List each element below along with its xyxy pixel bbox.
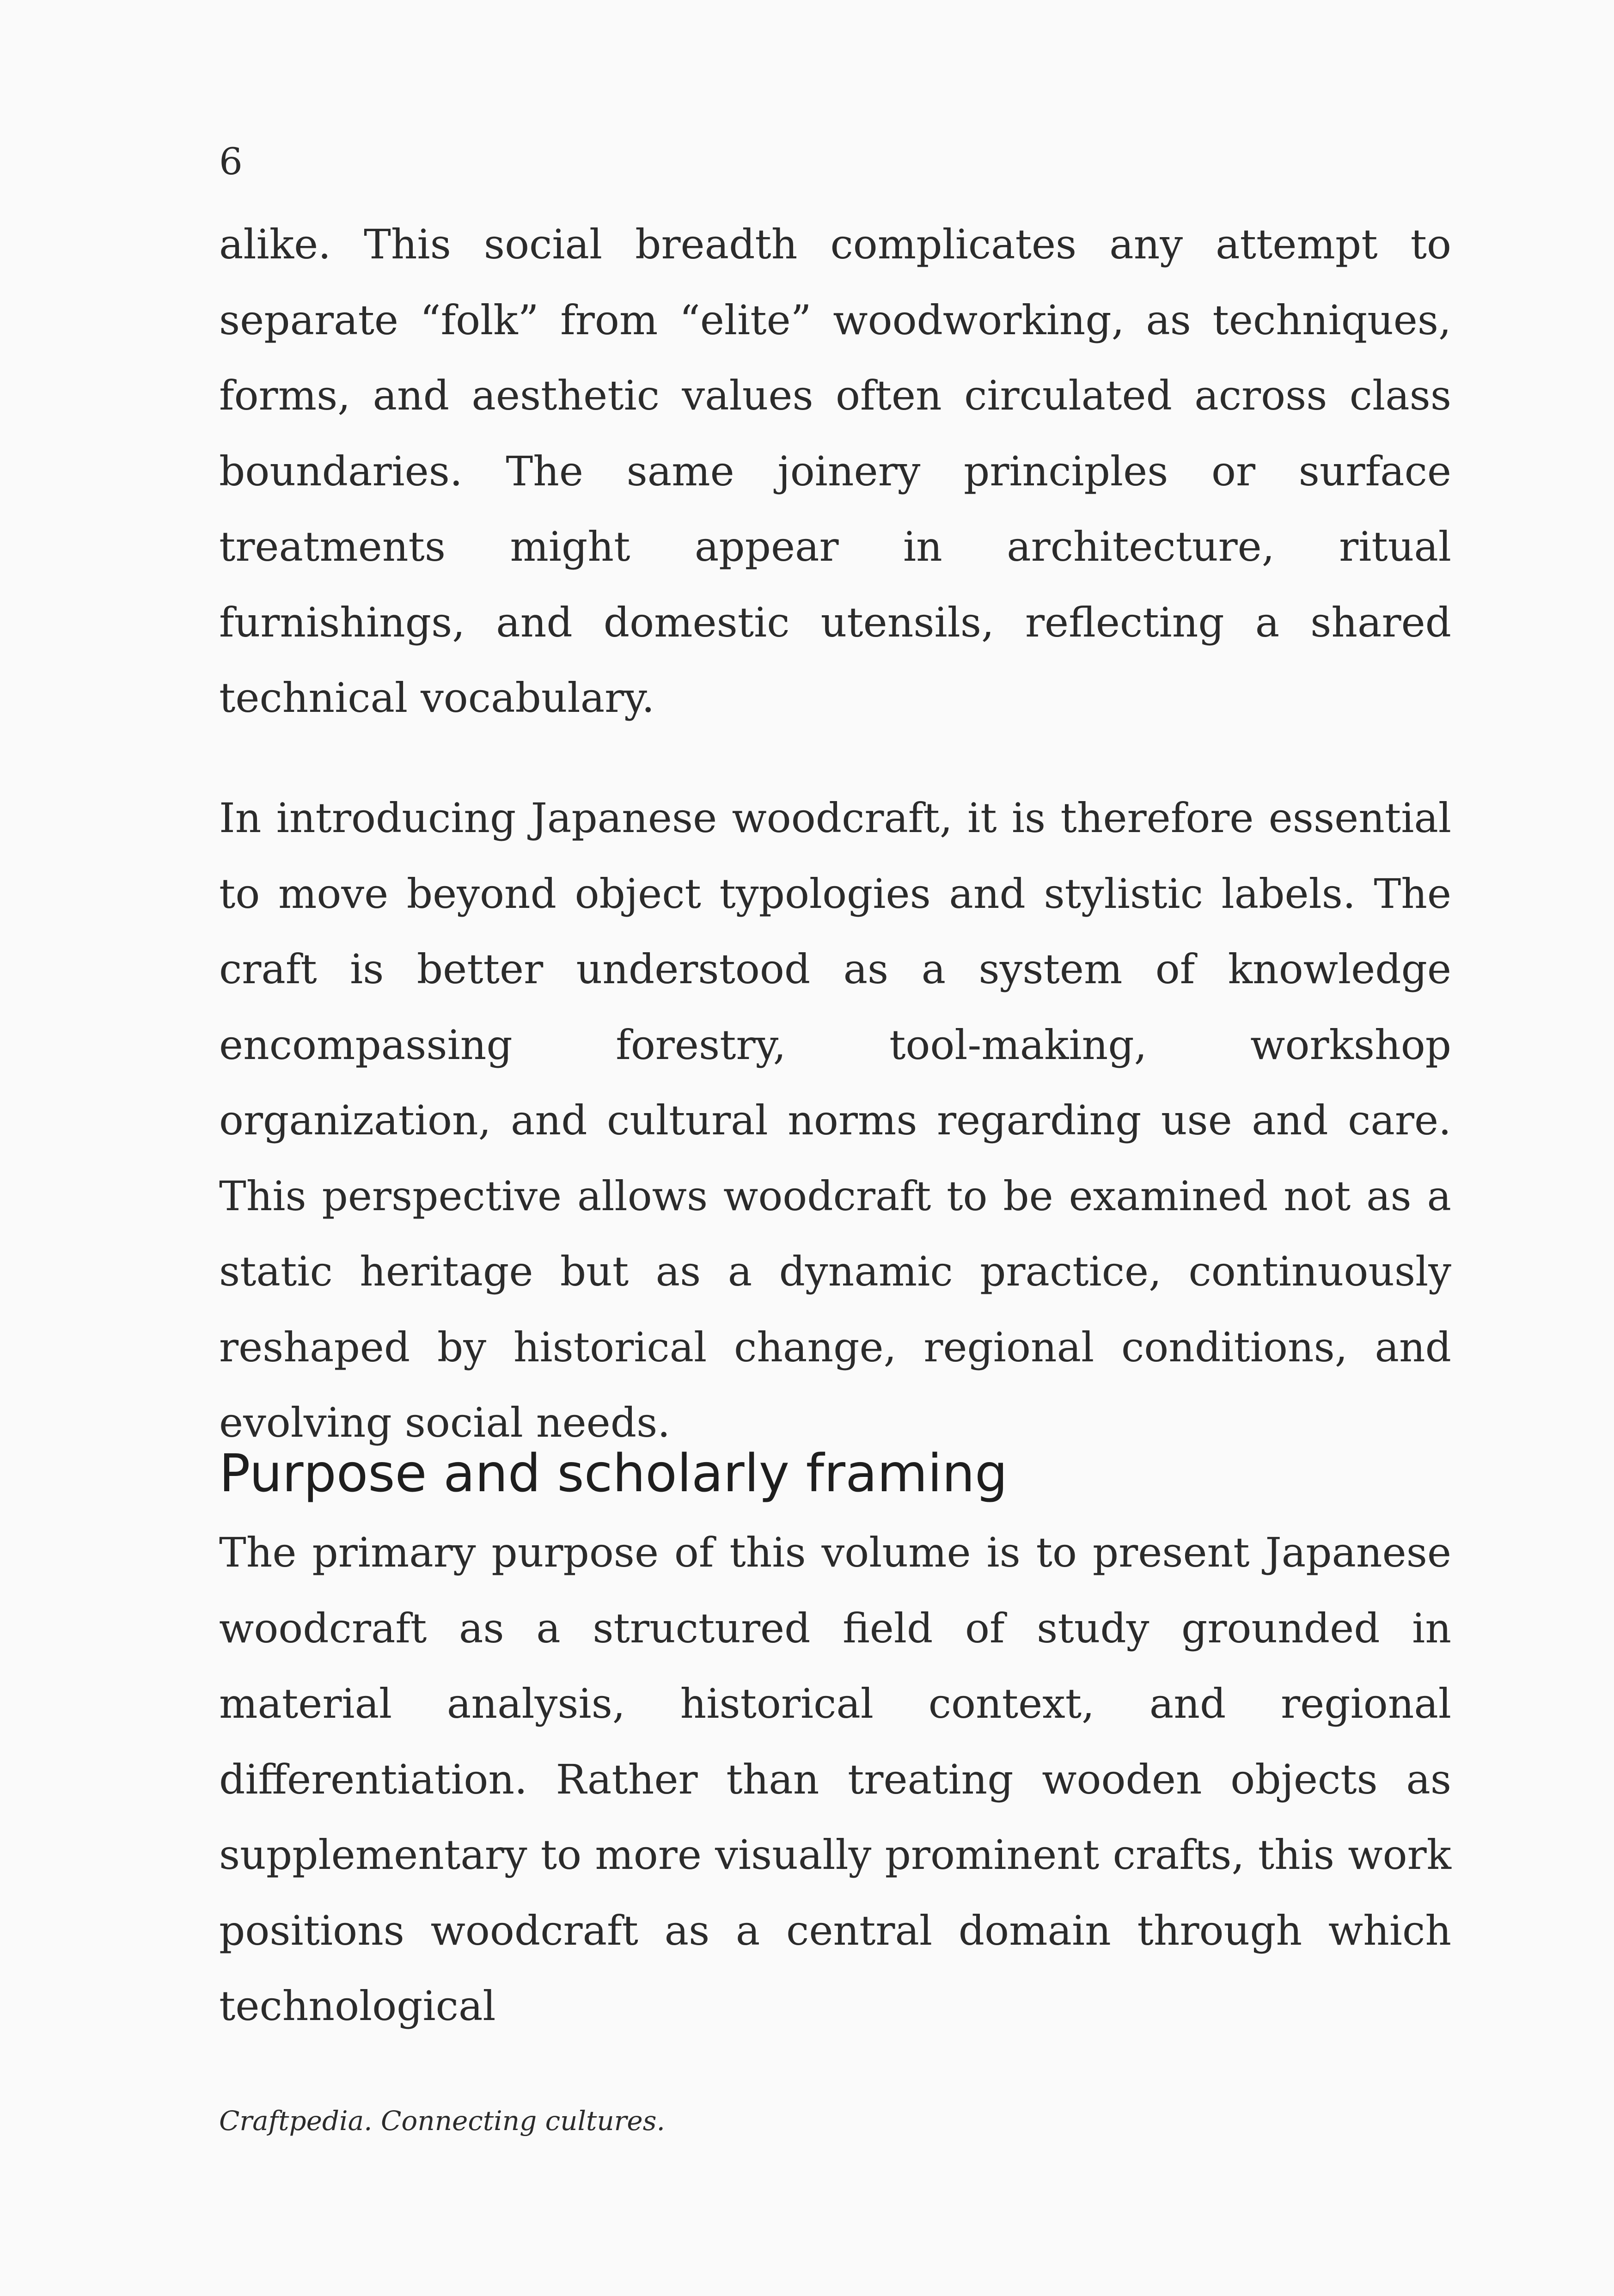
- body-paragraph: In introducing Japanese woodcraft, it is therefore essential to move beyond object typologies and stylistic labels. The craft is better understood as a system of knowledge encompassing forestry, tool-making, workshop organization, and cultural norms regarding use and care. This perspective allows woodcraft to be examined not as a static heritage but as a dynamic practice, continuously reshaped by historical change, regional conditions, and evolving social needs.: [219, 794, 1451, 1446]
- page-number: 6: [219, 140, 243, 183]
- page-footer: Craftpedia. Connecting cultures.: [219, 2105, 665, 2137]
- section-paragraph: The primary purpose of this volume is to present Japanese woodcraft as a structured field of study grounded in material analysis, historical context, and regional differentiation. Rather than treating wooden objects as supplementary to more visually prominent crafts, this work positions woodcraft as a central domain through which technological: [219, 1529, 1451, 2030]
- body-paragraph: alike. This social breadth complicates any attempt to separate “folk” from “elite” woodworking, as techniques, forms, and aesthetic values often circulated across class boundaries. The same joinery principles or surface treatments might appear in architecture, ritual furnishings, and domestic utensils, reflecting a shared technical vocabulary.: [219, 220, 1451, 722]
- section-heading: Purpose and scholarly framing: [219, 1444, 1008, 1504]
